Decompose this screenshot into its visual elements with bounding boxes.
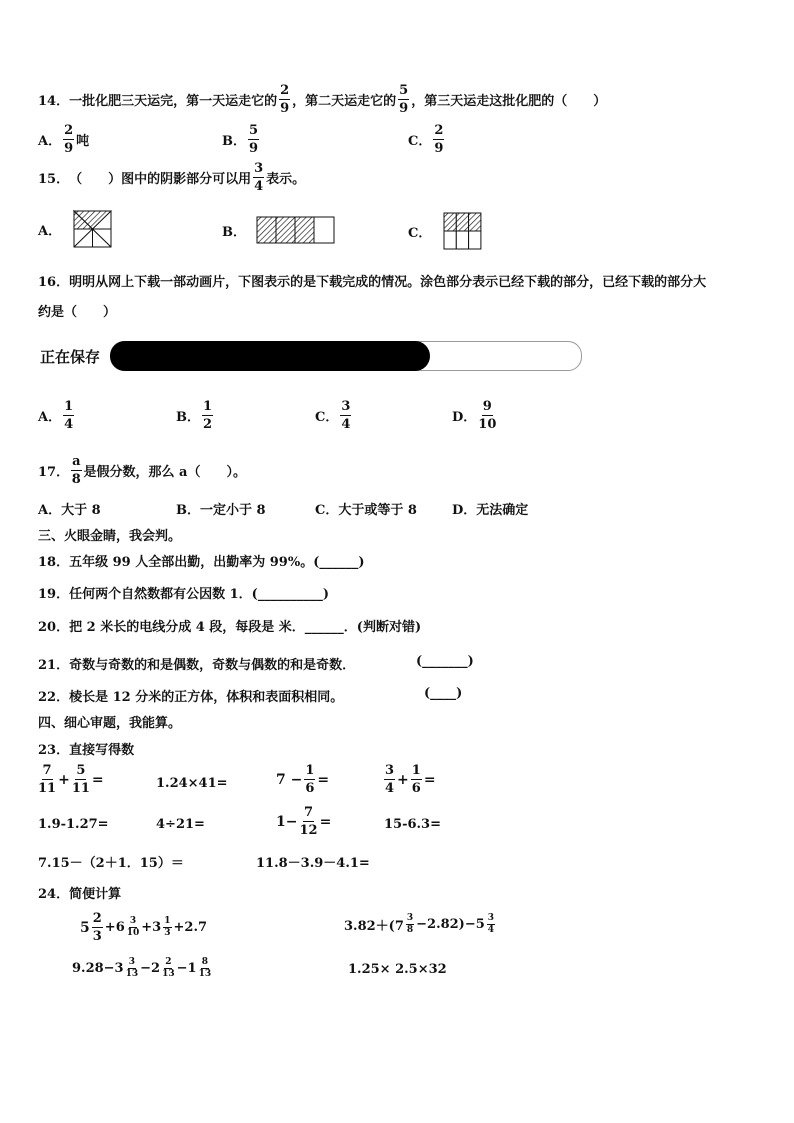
- q16-option-a[interactable]: [38, 400, 76, 431]
- operator: +: [58, 771, 70, 788]
- fraction: $\frac{3}{13}$: [125, 957, 139, 979]
- operator: −2: [140, 961, 161, 976]
- grid-figure: [443, 212, 483, 250]
- q15-text-2: 表示。: [266, 172, 306, 187]
- q14-stem: [38, 84, 606, 115]
- q23-item-7[interactable]: [276, 806, 331, 837]
- q14-option-c[interactable]: [408, 124, 446, 155]
- q23-item-4[interactable]: [382, 764, 436, 795]
- progress-fill: [110, 341, 430, 371]
- q24-expression-4[interactable]: 1.25× 2.5×32: [348, 962, 447, 977]
- q14-text-1: 一批化肥三天运完，第一天运走它的: [69, 94, 278, 109]
- fraction: $\frac{7}{12}$: [299, 805, 318, 838]
- fraction: $\frac{3}{4}$: [487, 913, 495, 935]
- fraction: $\frac{3}{8}$: [406, 913, 414, 935]
- q17-text: 是假分数，那么 a（ ）。: [83, 465, 246, 480]
- q24-expression-3[interactable]: [72, 958, 213, 979]
- q17-option-b[interactable]: B．一定小于 8: [176, 503, 266, 518]
- triangle-square-figure: [73, 210, 113, 248]
- q15-option-b[interactable]: [222, 216, 336, 244]
- equals-sign: =: [317, 771, 330, 788]
- option-label: A．: [38, 223, 62, 239]
- q17-option-a[interactable]: A．大于 8: [38, 503, 101, 518]
- section-4-heading: 四、细心审题，我能算。: [38, 716, 182, 731]
- bar-figure: [256, 216, 336, 244]
- q24-title: 24．简便计算: [38, 887, 122, 902]
- q14-text-2: ，第二天运走它的: [292, 94, 397, 109]
- q24-expression-1[interactable]: [80, 912, 207, 943]
- whole-number: 5: [80, 919, 90, 936]
- expression-prefix: 9.28−3: [72, 961, 124, 976]
- download-progress: [40, 341, 582, 371]
- q14-text-3: ，第三天运走这批化肥的（ ）: [411, 94, 607, 109]
- q17-number: 17．: [38, 465, 70, 480]
- fraction: $\frac{1}{3}$: [164, 916, 171, 938]
- q14-number: 14．: [38, 94, 70, 109]
- option-fraction: $\frac{3}{4}$: [341, 399, 351, 432]
- q15-option-c[interactable]: [408, 212, 483, 250]
- fraction: $\frac{3}{10}$: [126, 916, 140, 938]
- q23-item-9[interactable]: 7.15－（2＋1．15）＝: [38, 856, 184, 871]
- q16-option-c[interactable]: [315, 400, 353, 431]
- q23-item-2[interactable]: 1.24×41=: [156, 776, 228, 791]
- fraction: $\frac{5}{11}$: [71, 763, 90, 796]
- q22-statement: 22．棱长是 12 分米的正方体，体积和表面积相同。: [38, 690, 344, 705]
- option-fraction: $\frac{2}{9}$: [434, 123, 444, 156]
- expression-prefix: 7 −: [276, 771, 303, 788]
- option-fraction: $\frac{2}{9}$: [64, 123, 74, 156]
- option-label: B．: [222, 134, 246, 149]
- fraction: $\frac{1}{6}$: [411, 763, 421, 796]
- fraction: $\frac{3}{4}$: [385, 763, 395, 796]
- fraction: $\frac{8}{13}$: [198, 957, 212, 979]
- operator: +3: [141, 920, 162, 935]
- q17-fraction: $\frac{a}{8}$: [71, 454, 81, 487]
- q17-stem: [38, 455, 246, 486]
- progress-label: 正在保存: [40, 347, 101, 366]
- q17-option-c[interactable]: C．大于或等于 8: [315, 503, 417, 518]
- option-fraction: $\frac{9}{10}$: [478, 399, 497, 432]
- q15-text-1: （ ）图中的阴影部分可以用: [69, 172, 252, 187]
- q16-option-b[interactable]: [176, 400, 215, 431]
- option-fraction: $\frac{1}{2}$: [203, 399, 213, 432]
- option-label: D．: [452, 410, 477, 425]
- operator: −1: [176, 961, 197, 976]
- expression-prefix: 1−: [276, 813, 298, 830]
- equals-sign: =: [423, 771, 436, 788]
- expression-prefix: 3.82＋(7: [344, 919, 404, 934]
- expression-tail: +2.7: [173, 920, 208, 935]
- q21-answer-blank[interactable]: (_______): [416, 654, 474, 669]
- q15-number: 15．: [38, 172, 70, 187]
- q23-item-5[interactable]: 1.9-1.27=: [38, 817, 109, 832]
- progress-track: [110, 341, 582, 371]
- fraction: $\frac{1}{6}$: [305, 763, 315, 796]
- q14-fraction-2: $\frac{5}{9}$: [399, 83, 409, 116]
- option-fraction: $\frac{1}{4}$: [64, 399, 74, 432]
- section-3-heading: 三、火眼金睛，我会判。: [38, 529, 182, 544]
- expression-middle: −2.82)−5: [416, 917, 485, 932]
- q21-statement: 21．奇数与奇数的和是偶数，奇数与偶数的和是奇数．: [38, 658, 356, 673]
- fraction: $\frac{7}{11}$: [38, 763, 57, 796]
- q17-option-d[interactable]: D．无法确定: [452, 503, 529, 518]
- q15-fraction: $\frac{3}{4}$: [254, 161, 264, 194]
- option-label: B．: [176, 410, 200, 425]
- equals-sign: =: [319, 813, 332, 830]
- equals-sign: =: [91, 771, 104, 788]
- option-suffix: 吨: [76, 134, 90, 149]
- option-label: A．: [38, 410, 62, 425]
- q15-stem: [38, 162, 305, 193]
- q22-answer-blank[interactable]: (____): [424, 686, 463, 701]
- option-label: C．: [315, 410, 339, 425]
- option-label: B．: [222, 224, 246, 240]
- q23-item-1[interactable]: [36, 764, 104, 795]
- option-fraction: $\frac{5}{9}$: [249, 123, 259, 156]
- q23-item-8[interactable]: 15-6.3=: [384, 817, 441, 832]
- fraction: $\frac{2}{3}$: [92, 911, 102, 944]
- q14-fraction-1: $\frac{2}{9}$: [280, 83, 290, 116]
- q20-statement[interactable]: 20．把 2 米长的电线分成 4 段，每段是 米．______．(判断对错): [38, 620, 422, 635]
- q14-option-b[interactable]: [222, 124, 261, 155]
- q23-item-6[interactable]: 4÷21=: [156, 817, 205, 832]
- option-label: C．: [408, 225, 432, 241]
- q23-item-3[interactable]: [276, 764, 329, 795]
- q16-option-d[interactable]: [452, 400, 498, 431]
- q18-statement[interactable]: 18．五年级 99 人全部出勤，出勤率为 99%。(______): [38, 555, 365, 570]
- option-label: A．: [38, 134, 62, 149]
- operator: +: [397, 771, 409, 788]
- q24-expression-2[interactable]: [344, 914, 497, 935]
- operator: +6: [104, 920, 125, 935]
- q14-option-a[interactable]: [38, 124, 89, 155]
- q15-option-a[interactable]: [38, 210, 113, 248]
- q16-text-line-2: 约是（ ）: [38, 305, 117, 320]
- option-label: C．: [408, 134, 432, 149]
- q19-statement[interactable]: 19．任何两个自然数都有公因数 1．(__________): [38, 587, 329, 602]
- q16-text-line-1: 16．明明从网上下载一部动画片，下图表示的是下载完成的情况。涂色部分表示已经下载的部分，已经下载的部分大: [38, 275, 707, 290]
- q23-title: 23．直接写得数: [38, 743, 135, 758]
- fraction: $\frac{2}{13}$: [162, 957, 175, 979]
- q23-item-10[interactable]: 11.8－3.9－4.1=: [256, 856, 370, 871]
